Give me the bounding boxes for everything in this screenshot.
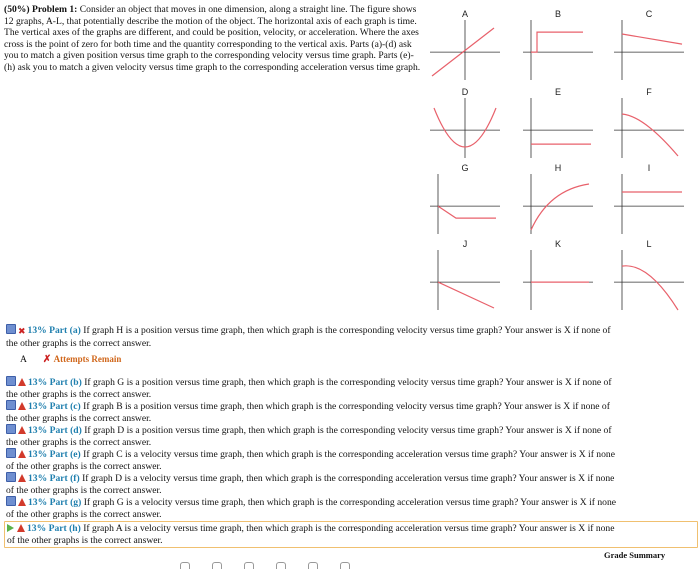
part-percent: 13% [28,425,48,436]
wrong-x-icon: ✗ [42,354,52,365]
document-icon[interactable] [6,324,16,334]
part-d[interactable] [6,424,694,448]
part-question-cont: of the other graphs is the correct answer. [6,509,162,521]
part-question-cont: of the other graphs is the correct answer. [7,535,163,547]
graph-label: A [461,9,469,19]
graph-curve-h [531,184,589,230]
part-h[interactable] [4,521,698,548]
part-label: Part (h) [48,523,81,534]
document-icon[interactable] [6,496,16,506]
choice-tab[interactable] [212,562,222,569]
choice-tab[interactable] [180,562,190,569]
document-icon[interactable] [6,472,16,482]
warning-icon [18,450,26,458]
part-question-cont: of the other graphs is the correct answer. [6,485,162,497]
choice-tab[interactable] [276,562,286,569]
problem-text: Consider an object that moves in one dimension, along a straight line. The figure shows 12 graphs, A-L, that potentially describe the motion of the object. The horizontal axis of each graph is time. The vertical axes of the graphs are different, and could be position, velocity, or acceleration. Where the axes cross is the point of zero for both time and the quantity corresponding to the vertical axis. Parts (a)-(d) ask you to match a given position versus time graph to the corresponding velocity versus time graph. Parts (e)-(h) ask you to match a given velocity versus time graph to the corresponding acceleration versus time graph. [4,4,421,73]
graph-curve-g [438,206,496,218]
part-label: Part (g) [49,497,82,508]
part-question-cont: the other graphs is the correct answer. [6,413,152,425]
warning-icon [18,378,26,386]
part-question: If graph H is a position versus time graph, then which graph is the corresponding velocity versus time graph? Your answer is X if none of [83,325,611,336]
part-e[interactable] [6,448,694,472]
part-percent: 13% [27,523,47,534]
submitted-answer: A [20,354,27,365]
document-icon[interactable] [6,424,16,434]
graph-label: J [462,239,468,249]
document-icon[interactable] [6,376,16,386]
grade-summary-heading: Grade Summary [604,550,666,560]
part-label: Part (d) [49,425,82,436]
part-g[interactable] [6,496,694,520]
choice-tab[interactable] [308,562,318,569]
answer-choice-tabs[interactable] [180,556,372,561]
document-icon[interactable] [6,400,16,410]
part-percent: 13% [28,473,48,484]
choice-tab[interactable] [340,562,350,569]
part-label: Part (e) [49,449,81,460]
graph-label: E [554,87,562,97]
part-question: If graph G is a velocity versus time graph, then which graph is the corresponding acceleration versus time graph? Your answer is X if none [83,497,617,508]
part-label: Part (a) [49,325,81,336]
graph-curve-l [622,266,678,310]
problem-heading: (50%) Problem 1: [4,4,78,15]
graph-label: C [645,9,653,19]
attempts-status: Attempts Remain [53,354,122,364]
part-a[interactable] [6,324,694,349]
part-percent: 13% [28,497,48,508]
part-label: Part (b) [49,377,82,388]
part-percent: 13% [28,449,48,460]
graph-label: D [461,87,469,97]
part-question: If graph C is a velocity versus time graph, then which graph is the corresponding acceleration versus time graph? Your answer is X if none [83,449,615,460]
part-question-cont: of the other graphs is the correct answer. [6,461,162,473]
incorrect-x-icon: ✖ [18,327,26,337]
graph-curve-c [622,34,682,44]
graph-curve-j [438,282,494,308]
graph-label: F [646,87,652,97]
part-label: Part (f) [49,473,80,484]
part-question: If graph A is a velocity versus time graph, then which graph is the corresponding acceleration versus time graph? Your answer is X if none [83,523,615,534]
document-icon[interactable] [6,448,16,458]
part-question-cont: the other graphs is the correct answer. [6,389,152,401]
part-b[interactable] [6,376,694,400]
warning-icon [18,426,26,434]
part-f[interactable] [6,472,694,496]
warning-icon [18,402,26,410]
graph-label: I [647,163,651,173]
part-c[interactable] [6,400,694,424]
part-question-cont: the other graphs is the correct answer. [6,338,152,350]
choice-tab[interactable] [244,562,254,569]
part-percent: 13% [27,325,47,336]
part-question: If graph D is a position versus time graph, then which graph is the corresponding velocity versus time graph? Your answer is X if none of [84,425,612,436]
warning-icon [18,498,26,506]
part-question: If graph B is a position versus time graph, then which graph is the corresponding velocity versus time graph? Your answer is X if none of [83,401,610,412]
graph-label: G [461,163,469,173]
play-icon[interactable] [7,524,14,532]
graph-label: H [554,163,562,173]
part-question: If graph D is a velocity versus time graph, then which graph is the corresponding acceleration versus time graph? Your answer is X if none [82,473,615,484]
part-label: Part (c) [49,401,81,412]
graph-label: L [646,239,652,249]
part-percent: 13% [28,377,48,388]
part-question-cont: the other graphs is the correct answer. [6,437,152,449]
part-question: If graph G is a position versus time graph, then which graph is the corresponding velocity versus time graph? Your answer is X if none of [84,377,612,388]
graph-curve-b [531,32,583,52]
graph-curve-f [622,114,678,156]
warning-icon [18,474,26,482]
graph-label: B [554,9,562,19]
warning-icon [17,524,25,532]
part-a-answer [20,354,121,365]
part-percent: 13% [28,401,48,412]
graph-label: K [554,239,562,249]
